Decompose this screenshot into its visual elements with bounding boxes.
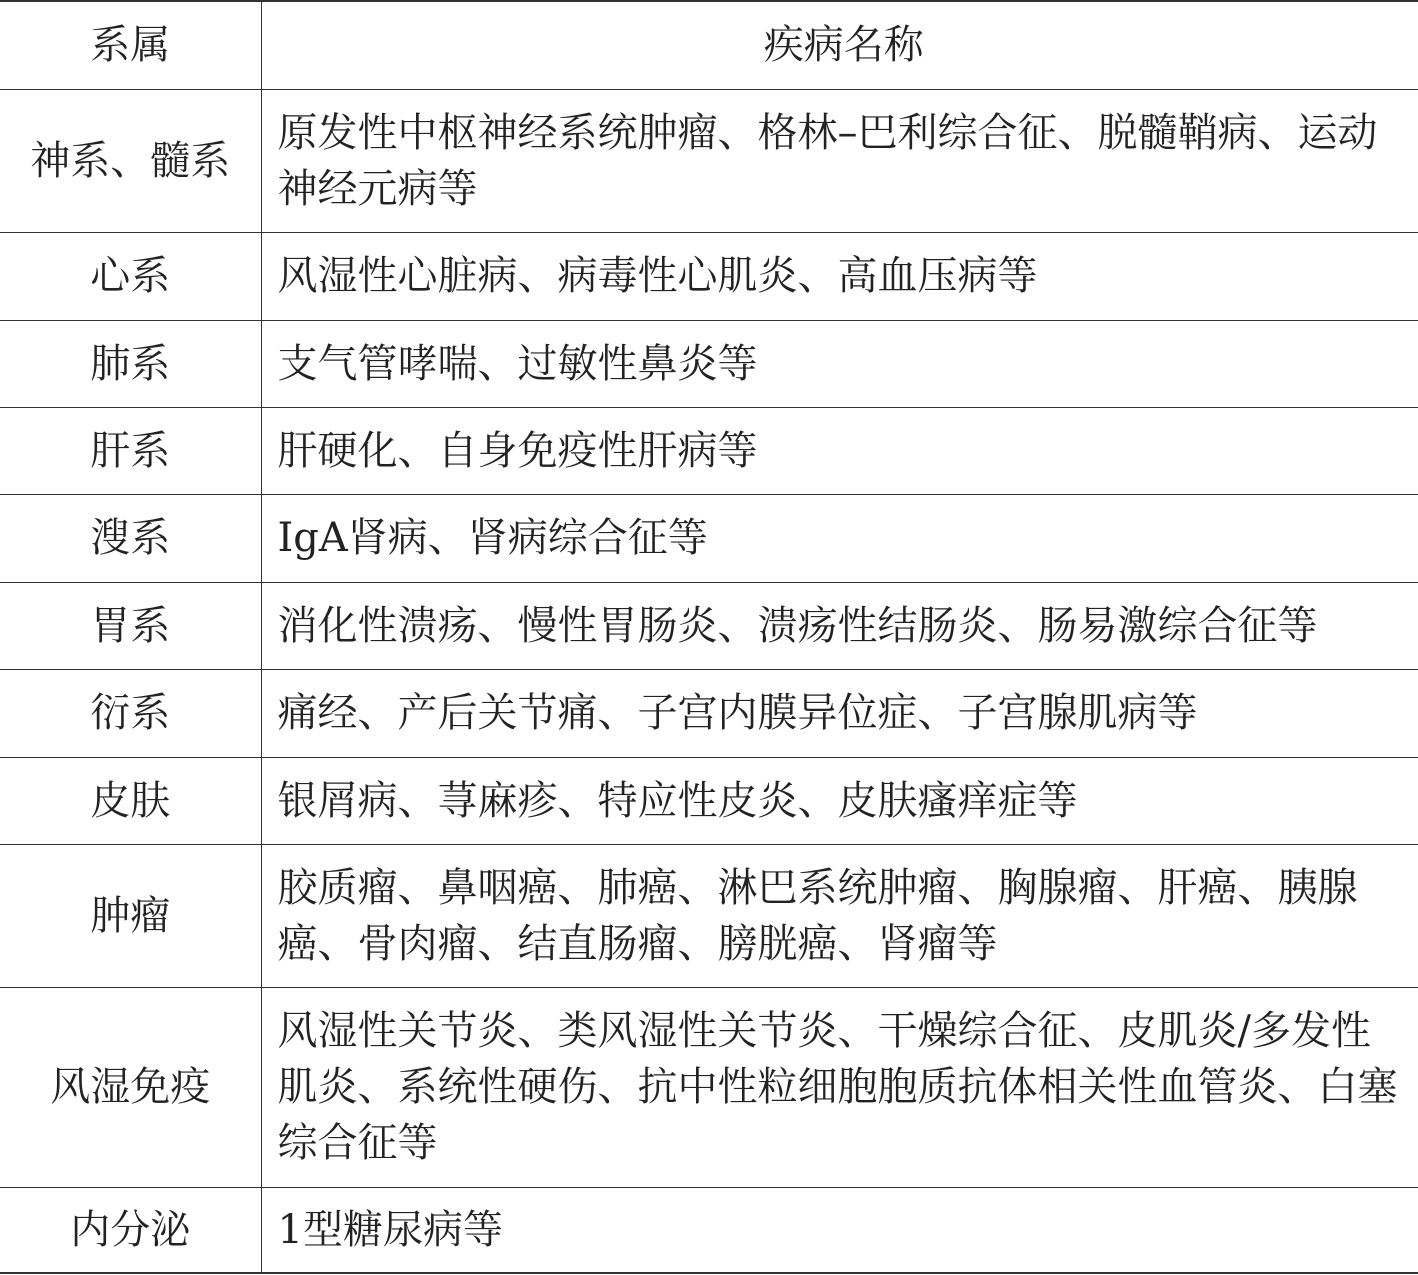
header-category: 系属 (0, 1, 261, 89)
table-row (0, 582, 1418, 669)
table-row (0, 407, 1418, 494)
category-cell: 肝系 (0, 407, 261, 494)
diseases-cell: 原发性中枢神经系统肿瘤、格林–巴利综合征、脱髓鞘病、运动神经元病等 (277, 109, 1378, 212)
diseases-cell: 痛经、产后关节痛、子宫内膜异位症、子宫腺肌病等 (277, 690, 1198, 736)
diseases-cell: 肝硬化、自身免疫性肝病等 (277, 427, 758, 474)
diseases-cell: 风湿性心脏病、病毒性心肌炎、高血压病等 (277, 253, 1038, 299)
header-row (0, 1, 1418, 89)
table-row (0, 494, 1418, 582)
table-row (0, 987, 1418, 1187)
header-diseases: 疾病名称 (763, 22, 924, 69)
table-row (0, 1187, 1418, 1273)
table-row (0, 320, 1418, 407)
category-cell: 衍系 (0, 669, 261, 757)
table-row (0, 669, 1418, 757)
table-row (0, 757, 1418, 844)
category-cell: 神系、髓系 (0, 89, 261, 232)
category-cell: 胃系 (0, 582, 261, 669)
table-row (0, 232, 1418, 320)
category-cell: 皮肤 (0, 757, 261, 844)
diseases-cell: 消化性溃疡、慢性胃肠炎、溃疡性结肠炎、肠易激综合征等 (277, 602, 1318, 649)
diseases-cell: 银屑病、荨麻疹、特应性皮炎、皮肤瘙痒症等 (277, 777, 1078, 824)
category-cell: 内分泌 (0, 1187, 261, 1273)
diseases-cell: 胶质瘤、鼻咽癌、肺癌、淋巴系统肿瘤、胸腺瘤、肝癌、胰腺癌、骨肉瘤、结直肠瘤、膀胱癌、肾瘤等 (277, 864, 1358, 967)
table-row (0, 89, 1418, 232)
category-cell: 溲系 (0, 494, 261, 582)
category-cell: 肿瘤 (0, 844, 261, 987)
diseases-cell: 风湿性关节炎、类风湿性关节炎、干燥综合征、皮肌炎/多发性肌炎、系统性硬伤、抗中性粒细胞胞质抗体相关性血管炎、白塞综合征等 (277, 1008, 1398, 1166)
table-row (0, 844, 1418, 987)
category-cell: 心系 (0, 232, 261, 320)
category-cell: 风湿免疫 (0, 987, 261, 1187)
diseases-cell: 1型糖尿病等 (277, 1206, 503, 1253)
diseases-cell: IgA肾病、肾病综合征等 (277, 515, 708, 561)
category-cell: 肺系 (0, 320, 261, 407)
diseases-cell: 支气管哮喘、过敏性鼻炎等 (277, 340, 758, 387)
